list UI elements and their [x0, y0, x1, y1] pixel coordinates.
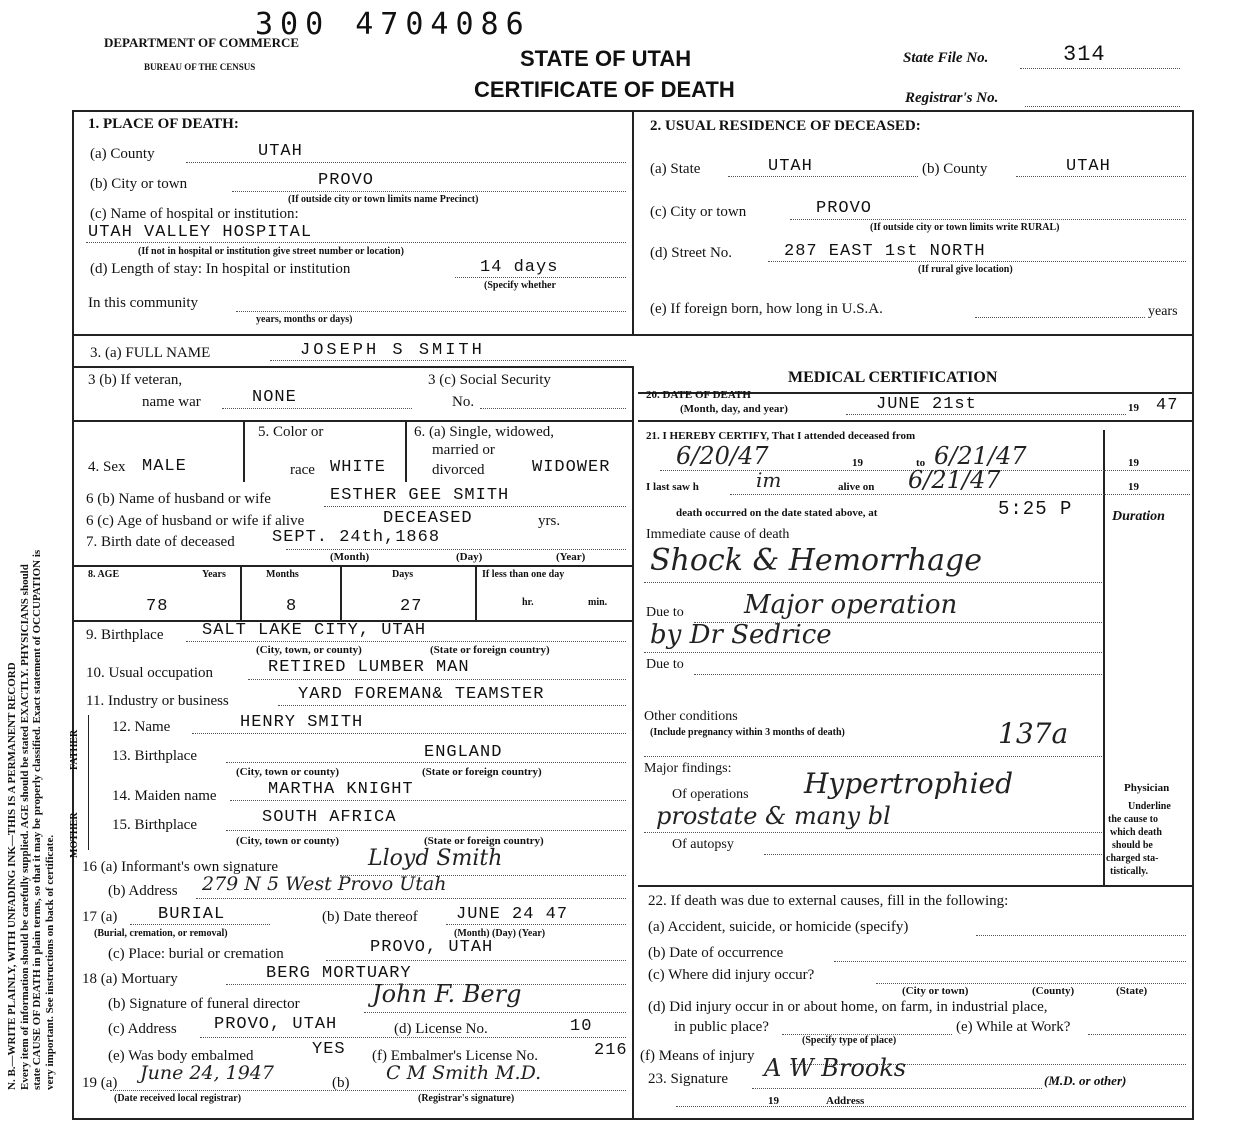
- res-city-value: PROVO: [816, 199, 873, 218]
- duration-label: Duration: [1112, 509, 1165, 524]
- external-c-note-state: (State): [1116, 985, 1148, 997]
- pod-county-value: UTAH: [258, 142, 303, 161]
- immediate-cause-label: Immediate cause of death: [646, 527, 790, 542]
- burial-date-value: JUNE 24 47: [456, 905, 569, 924]
- signature-label: 23. Signature: [648, 1071, 728, 1087]
- due-to-label: Due to: [646, 605, 684, 620]
- race-label: race: [290, 462, 315, 478]
- spouse-age-label: 6 (c) Age of husband or wife if alive: [86, 513, 305, 529]
- veteran-war-label: name war: [142, 394, 201, 410]
- pod-hospital-label: (c) Name of hospital or institution:: [90, 206, 299, 222]
- birthplace-value: SALT LAKE CITY, UTAH: [202, 621, 427, 640]
- operations-value: Hypertrophied: [804, 767, 1014, 800]
- physician-note-line: should be: [1112, 840, 1153, 851]
- side-note-line: N. B.—WRITE PLAINLY, WITH UNFADING INK—THIS IS A PERMANENT RECORD: [6, 662, 18, 1090]
- physician-note-line: which death: [1110, 827, 1162, 838]
- side-instructions: [6, 90, 57, 1090]
- file-stamp: 300 4704086: [255, 7, 531, 42]
- physician-note-title: Physician: [1124, 782, 1170, 794]
- embalmer-license-value: 216: [594, 1041, 628, 1060]
- attended-from-date: 6/20/47: [676, 442, 769, 470]
- pod-city-note: (If outside city or town limits name Precinct): [288, 194, 479, 205]
- father-name-label: 12. Name: [112, 719, 171, 735]
- side-note-line: Every item of information should be carefully supplied. AGE should be stated EXACTLY. PHYSICIANS should: [18, 564, 31, 1090]
- external-heading: 22. If death was due to external causes, fill in the following:: [648, 893, 1009, 909]
- father-birthplace-label: 13. Birthplace: [112, 748, 197, 764]
- last-saw-label: I last saw h: [646, 481, 699, 493]
- informant-address-label: (b) Address: [108, 883, 178, 899]
- other-conditions-label: Other conditions: [644, 709, 738, 724]
- age-hr-label: hr.: [522, 597, 534, 608]
- burial-place-value: PROVO, UTAH: [370, 938, 494, 957]
- mortuary-address-value: PROVO, UTAH: [214, 1015, 338, 1034]
- external-c-note-city: (City or town): [902, 985, 969, 997]
- birth-day-note: (Day): [456, 551, 483, 563]
- mother-birthplace-value: SOUTH AFRICA: [262, 808, 397, 827]
- veteran-value: NONE: [252, 388, 297, 407]
- embalmed-label: (e) Was body embalmed: [108, 1048, 254, 1064]
- mortuary-label: 18 (a) Mortuary: [82, 971, 178, 987]
- mortuary-address-label: (c) Address: [108, 1021, 177, 1037]
- spouse-label: 6 (b) Name of husband or wife: [86, 491, 271, 507]
- age-days-head: Days: [392, 569, 414, 580]
- date-received-label: 19 (a): [82, 1075, 118, 1091]
- last-saw-mid: im: [756, 468, 782, 492]
- physician-note-line: tistically.: [1110, 866, 1149, 877]
- pod-city-value: PROVO: [318, 171, 375, 190]
- dod-year-prefix: 19: [1128, 402, 1139, 414]
- age-years-head: Years: [202, 569, 226, 580]
- burial-date-note: (Month) (Day) (Year): [454, 928, 546, 939]
- res-street-note: (If rural give location): [918, 264, 1013, 275]
- sex-label: 4. Sex: [88, 459, 126, 475]
- due-to-label-2: Due to: [646, 657, 684, 672]
- pod-community-note: years, months or days): [256, 314, 353, 325]
- birthplace-note-2: (State or foreign country): [430, 644, 550, 656]
- director-signature: John F. Berg: [372, 980, 522, 1008]
- pod-specify-note: (Specify whether: [484, 280, 556, 291]
- spouse-value: ESTHER GEE SMITH: [330, 486, 510, 505]
- alive-on-date: 6/21/47: [908, 466, 1001, 494]
- dod-year-value: 47: [1156, 396, 1179, 415]
- burial-date-label: (b) Date thereof: [322, 909, 418, 925]
- father-name-value: HENRY SMITH: [240, 713, 364, 732]
- certify-label: 21. I HEREBY CERTIFY, That I attended deceased from: [646, 430, 916, 442]
- birthplace-note-1: (City, town, or county): [256, 644, 362, 656]
- death-occurred-label: death occurred on the date stated above, at: [676, 507, 878, 519]
- md-or-other-label: (M.D. or other): [1044, 1073, 1127, 1088]
- mother-tag: MOTHER: [69, 812, 80, 858]
- external-b-label: (b) Date of occurrence: [648, 945, 784, 961]
- res-county-label: (b) County: [922, 161, 988, 177]
- registrar-signature: C M Smith M.D.: [386, 1062, 542, 1084]
- father-birthplace-value: ENGLAND: [424, 743, 503, 762]
- res-city-label: (c) City or town: [650, 204, 747, 220]
- res-city-note: (If outside city or town limits write RURAL): [870, 222, 1060, 233]
- birth-month-note: (Month): [330, 551, 370, 563]
- major-findings-label: Major findings:: [644, 761, 732, 776]
- race-value: WHITE: [330, 458, 387, 477]
- pod-community-label: In this community: [88, 295, 198, 311]
- informant-signature: Lloyd Smith: [368, 846, 503, 871]
- marital-value: WIDOWER: [532, 458, 611, 477]
- due-to-value: Major operation: [744, 590, 958, 620]
- pod-hospital-note: (If not in hospital or institution give street number or location): [138, 246, 404, 257]
- autopsy-label: Of autopsy: [672, 837, 734, 852]
- immediate-cause-value: Shock & Hemorrhage: [650, 543, 982, 578]
- physician-signature: A W Brooks: [764, 1054, 907, 1082]
- res-state-value: UTAH: [768, 157, 813, 176]
- sig-date-nineteen: 19: [768, 1095, 779, 1107]
- other-conditions-note: (Include pregnancy within 3 months of death): [650, 727, 845, 738]
- state-file-label: State File No.: [903, 50, 989, 66]
- age-years-value: 78: [146, 597, 169, 616]
- license-value: 10: [570, 1017, 593, 1036]
- color-label: 5. Color or: [258, 424, 324, 440]
- marital-label-3: divorced: [432, 462, 485, 478]
- medical-heading: MEDICAL CERTIFICATION: [788, 369, 998, 386]
- informant-sig-label: 16 (a) Informant's own signature: [82, 859, 278, 875]
- marital-label: 6. (a) Single, widowed,: [414, 424, 554, 440]
- external-c-label: (c) Where did injury occur?: [648, 967, 815, 983]
- side-note-line: very important. See instructions on back of certificate.: [43, 834, 56, 1090]
- operations-value-2: prostate & many bl: [656, 802, 891, 830]
- pod-stay-value: 14 days: [480, 258, 559, 277]
- sex-value: MALE: [142, 457, 187, 476]
- age-label: 8. AGE: [88, 569, 120, 580]
- res-county-value: UTAH: [1066, 157, 1111, 176]
- external-d-label: (d) Did injury occur in or about home, on farm, in industrial place,: [648, 999, 1048, 1015]
- occupation-label: 10. Usual occupation: [86, 665, 214, 681]
- death-time-value: 5:25 P: [998, 498, 1073, 520]
- department-label: DEPARTMENT OF COMMERCE: [104, 35, 300, 50]
- father-tag: FATHER: [69, 729, 80, 770]
- license-label: (d) License No.: [394, 1021, 488, 1037]
- date-received-value: June 24, 1947: [140, 1062, 274, 1084]
- external-a-label: (a) Accident, suicide, or homicide (specify): [648, 919, 909, 935]
- sig-address-label: Address: [826, 1095, 865, 1107]
- to-label: to: [916, 457, 926, 469]
- physician-note-line: charged sta-: [1106, 853, 1159, 864]
- alive-on-label: alive on: [838, 481, 875, 493]
- pod-hospital-value: UTAH VALLEY HOSPITAL: [88, 223, 313, 242]
- birth-date-value: SEPT. 24th,1868: [272, 528, 441, 547]
- external-e-label: (e) While at Work?: [956, 1019, 1071, 1035]
- registrar-sig-label: (b): [332, 1075, 350, 1091]
- external-c-note-county: (County): [1032, 985, 1075, 997]
- marital-label-2: married or: [432, 442, 495, 458]
- dod-label: 20. DATE OF DEATH: [646, 389, 751, 401]
- industry-label: 11. Industry or business: [86, 693, 229, 709]
- side-note-line: state CAUSE OF DEATH in plain terms, so that it may be properly classified. Exact statement of OCCUPATION is: [31, 549, 44, 1090]
- ssn-no-label: No.: [452, 394, 475, 410]
- fullname-label: 3. (a) FULL NAME: [90, 345, 211, 361]
- registrar-sig-note: (Registrar's signature): [418, 1093, 515, 1104]
- bureau-label: BUREAU OF THE CENSUS: [144, 62, 256, 72]
- father-bp-note-1: (City, town or county): [236, 766, 340, 778]
- due-to-value-2: by Dr Sedrice: [650, 620, 832, 650]
- director-label: (b) Signature of funeral director: [108, 996, 300, 1012]
- mother-bp-note-2: (State or foreign country): [424, 835, 544, 847]
- ssn-label: 3 (c) Social Security: [428, 372, 551, 388]
- pod-county-label: (a) County: [90, 146, 155, 162]
- age-months-value: 8: [286, 597, 298, 616]
- pod-city-label: (b) City or town: [90, 176, 188, 192]
- embalmed-value: YES: [312, 1040, 346, 1059]
- embalmer-license-label: (f) Embalmer's License No.: [372, 1048, 538, 1064]
- state-file-number: 314: [1063, 42, 1106, 67]
- res-state-label: (a) State: [650, 161, 701, 177]
- attended-to-date: 6/21/47: [934, 442, 1027, 470]
- mother-bp-note-1: (City, town or county): [236, 835, 340, 847]
- mother-birthplace-label: 15. Birthplace: [112, 817, 197, 833]
- place-of-death-heading: 1. PLACE OF DEATH:: [88, 116, 239, 132]
- mortuary-value: BERG MORTUARY: [266, 964, 412, 983]
- mother-name-value: MARTHA KNIGHT: [268, 780, 414, 799]
- burial-method-label: 17 (a): [82, 909, 118, 925]
- res-foreign-label: (e) If foreign born, how long in U.S.A.: [650, 301, 883, 317]
- pod-stay-label: (d) Length of stay: In hospital or institution: [90, 261, 351, 277]
- res-street-value: 287 EAST 1st NORTH: [784, 242, 986, 261]
- to-nineteen: 19: [1128, 457, 1139, 469]
- res-years-label: years: [1148, 304, 1178, 319]
- certificate-title: CERTIFICATE OF DEATH: [474, 77, 735, 102]
- dod-value: JUNE 21st: [876, 395, 977, 414]
- birth-date-label: 7. Birth date of deceased: [86, 534, 235, 550]
- external-d-note: (Specify type of place): [802, 1035, 897, 1046]
- physician-note-line: Underline: [1128, 801, 1171, 812]
- age-months-head: Months: [266, 569, 299, 580]
- dod-sub-label: (Month, day, and year): [680, 403, 788, 415]
- from-nineteen: 19: [852, 457, 863, 469]
- residence-heading: 2. USUAL RESIDENCE OF DECEASED:: [650, 118, 921, 134]
- physician-note-line: the cause to: [1108, 814, 1158, 825]
- occupation-value: RETIRED LUMBER MAN: [268, 658, 470, 677]
- spouse-age-value: DECEASED: [383, 509, 473, 528]
- operations-label: Of operations: [672, 787, 749, 802]
- spouse-yrs-label: yrs.: [538, 513, 561, 529]
- external-f-label: (f) Means of injury: [640, 1048, 755, 1064]
- date-received-note: (Date received local registrar): [114, 1093, 242, 1104]
- birth-year-note: (Year): [556, 551, 586, 563]
- birthplace-label: 9. Birthplace: [86, 627, 164, 643]
- alive-nineteen: 19: [1128, 481, 1139, 493]
- burial-place-label: (c) Place: burial or cremation: [108, 946, 284, 962]
- external-d-label-2: in public place?: [674, 1019, 769, 1035]
- burial-method-note: (Burial, cremation, or removal): [94, 928, 228, 939]
- industry-value: YARD FOREMAN& TEAMSTER: [298, 685, 545, 704]
- informant-address: 279 N 5 West Provo Utah: [202, 873, 447, 895]
- res-street-label: (d) Street No.: [650, 245, 733, 261]
- fullname-value: JOSEPH S SMITH: [300, 341, 485, 360]
- registrar-number-label: Registrar's No.: [905, 90, 999, 106]
- age-days-value: 27: [400, 597, 423, 616]
- father-bp-note-2: (State or foreign country): [422, 766, 542, 778]
- state-title: STATE OF UTAH: [520, 46, 692, 71]
- mother-name-label: 14. Maiden name: [112, 788, 217, 804]
- age-less-head: If less than one day: [482, 569, 565, 580]
- cause-code: 137a: [998, 717, 1069, 750]
- burial-method-value: BURIAL: [158, 905, 226, 924]
- veteran-label: 3 (b) If veteran,: [88, 372, 183, 388]
- age-min-label: min.: [588, 597, 608, 608]
